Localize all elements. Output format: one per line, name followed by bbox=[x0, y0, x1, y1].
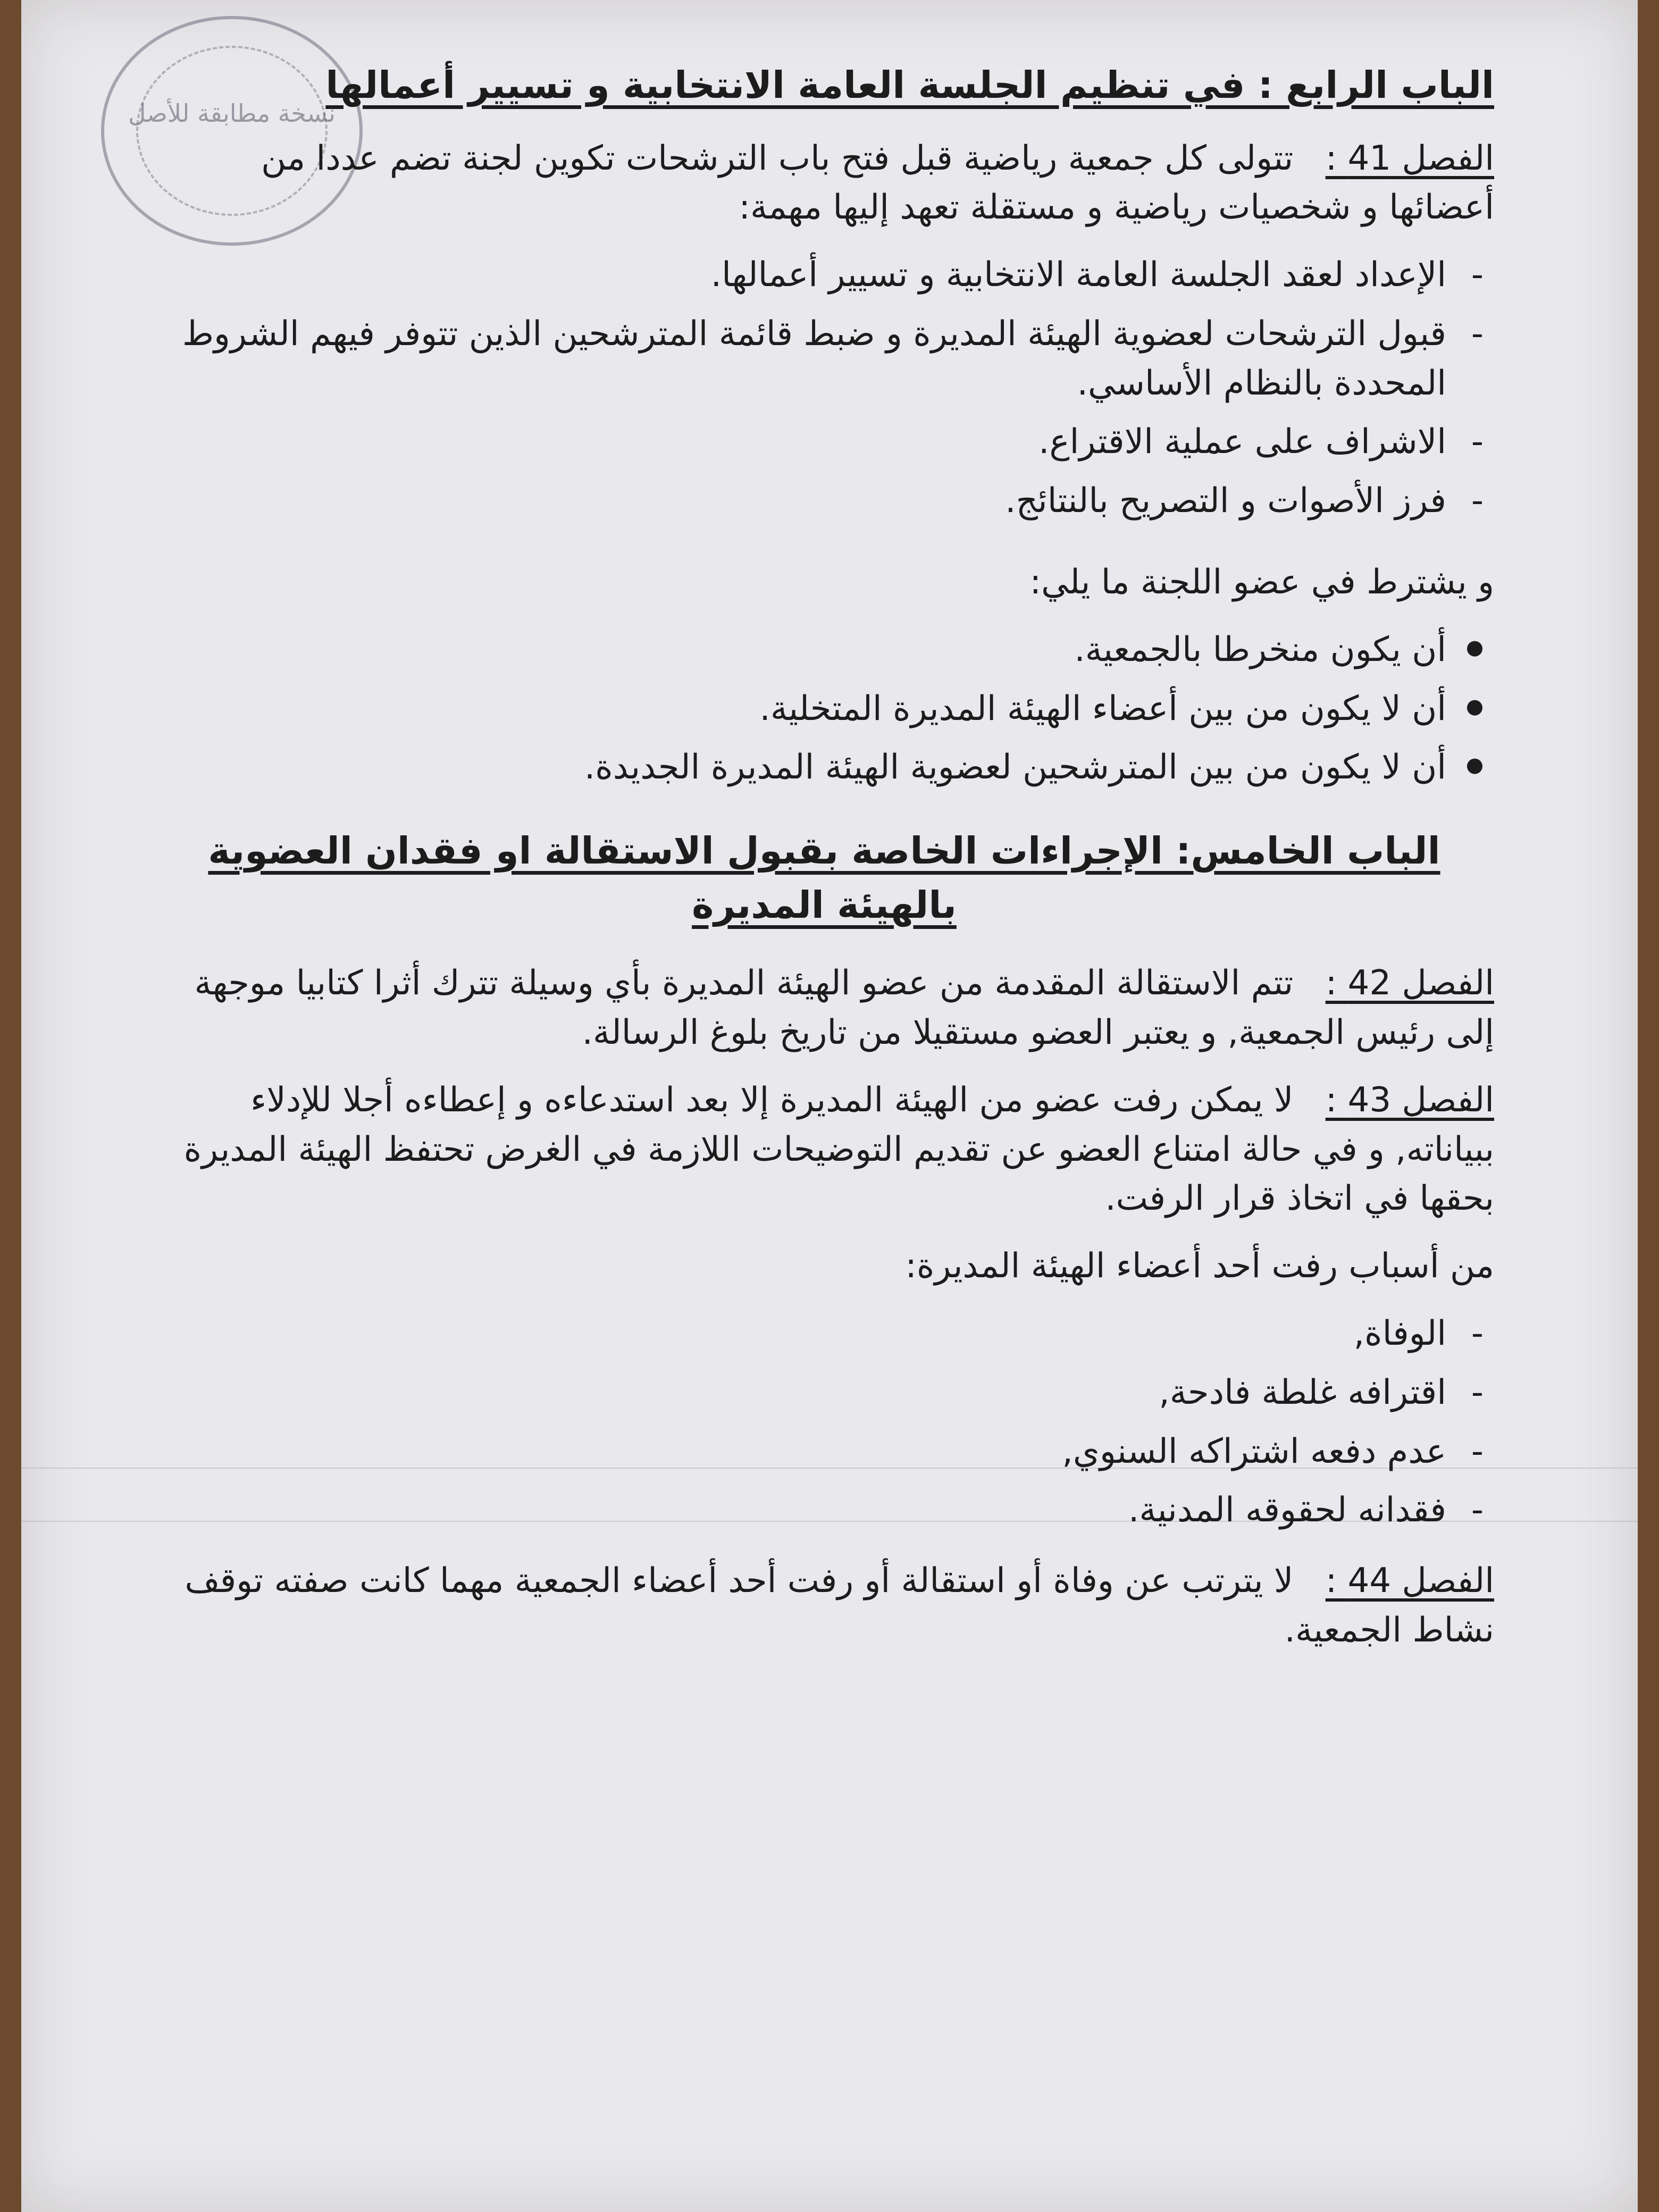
conditions-list bbox=[154, 625, 1494, 792]
chapter-5-title-line2: بالهيئة المديرة bbox=[692, 883, 957, 927]
document-page bbox=[154, 37, 1494, 2185]
paper-sheet bbox=[21, 0, 1638, 2212]
article-43-label: الفصل 43 : bbox=[1325, 1080, 1494, 1120]
article-41-text: تتولى كل جمعية رياضية قبل فتح باب الترشحات تكوين لجنة تضم عددا من أعضائها و شخصيات رياضية و مستقلة تعهد إليها مهمة: bbox=[261, 138, 1494, 228]
article-43-text: لا يمكن رفت عضو من الهيئة المديرة إلا بعد استدعاءه و إعطاءه أجلا للإدلاء ببياناته, و في حالة امتناع العضو عن تقديم التوضيحات اللازمة في الغرض تحتفظ الهيئة المديرة بحقها في اتخاذ قرار الرفت. bbox=[183, 1080, 1494, 1219]
list-item: ● أن لا يكون من بين أعضاء الهيئة المديرة المتخلية. bbox=[154, 684, 1446, 734]
article-44 bbox=[154, 1556, 1494, 1655]
list-item: - الوفاة, bbox=[154, 1309, 1446, 1359]
article-44-text: لا يترتب عن وفاة أو استقالة أو رفت أحد أعضاء الجمعية مهما كانت صفته توقف نشاط الجمعية. bbox=[185, 1561, 1494, 1650]
list-item: - فرز الأصوات و التصريح بالنتائج. bbox=[154, 476, 1446, 526]
article-42-label: الفصل 42 : bbox=[1325, 963, 1494, 1003]
list-item: - اقترافه غلطة فادحة, bbox=[154, 1368, 1446, 1418]
list-item: ● أن يكون منخرطا بالجمعية. bbox=[154, 625, 1446, 675]
chapter-5-title bbox=[154, 824, 1494, 932]
list-item: - الاشراف على عملية الاقتراع. bbox=[154, 417, 1446, 467]
article-41 bbox=[154, 134, 1494, 233]
article-42 bbox=[154, 959, 1494, 1058]
list-item: ● أن لا يكون من بين المترشحين لعضوية الهيئة المديرة الجديدة. bbox=[154, 743, 1446, 792]
conditions-intro: و يشترط في عضو اللجنة ما يلي: bbox=[1029, 563, 1494, 602]
dismissal-reasons-list bbox=[154, 1309, 1494, 1535]
list-item: - عدم دفعه اشتراكه السنوي, bbox=[154, 1427, 1446, 1477]
chapter-5-title-line1: الباب الخامس: الإجراءات الخاصة بقبول الاستقالة او فقدان العضوية bbox=[208, 829, 1440, 873]
committee-tasks-list bbox=[154, 250, 1494, 526]
chapter-4-title: الباب الرابع : في تنظيم الجلسة العامة الانتخابية و تسيير أعمالها bbox=[325, 63, 1494, 107]
list-item: - فقدانه لحقوقه المدنية. bbox=[154, 1486, 1446, 1535]
list-item: - قبول الترشحات لعضوية الهيئة المديرة و ضبط قائمة المترشحين الذين تتوفر فيهم الشروط المحددة بالنظام الأساسي. bbox=[154, 309, 1446, 408]
article-42-text: تتم الاستقالة المقدمة من عضو الهيئة المديرة بأي وسيلة تترك أثرا كتابيا موجهة إلى رئيس الجمعية, و يعتبر العضو مستقيلا من تاريخ بلوغ الرسالة. bbox=[194, 963, 1494, 1053]
stamp-text: نسخة مطابقة للأصل bbox=[128, 99, 336, 128]
article-44-label: الفصل 44 : bbox=[1325, 1561, 1494, 1601]
list-item: - الإعداد لعقد الجلسة العامة الانتخابية و تسيير أعمالها. bbox=[154, 250, 1446, 300]
article-43 bbox=[154, 1076, 1494, 1224]
article-41-label: الفصل 41 : bbox=[1325, 138, 1494, 178]
dismissal-reasons-intro: من أسباب رفت أحد أعضاء الهيئة المديرة: bbox=[905, 1246, 1494, 1286]
